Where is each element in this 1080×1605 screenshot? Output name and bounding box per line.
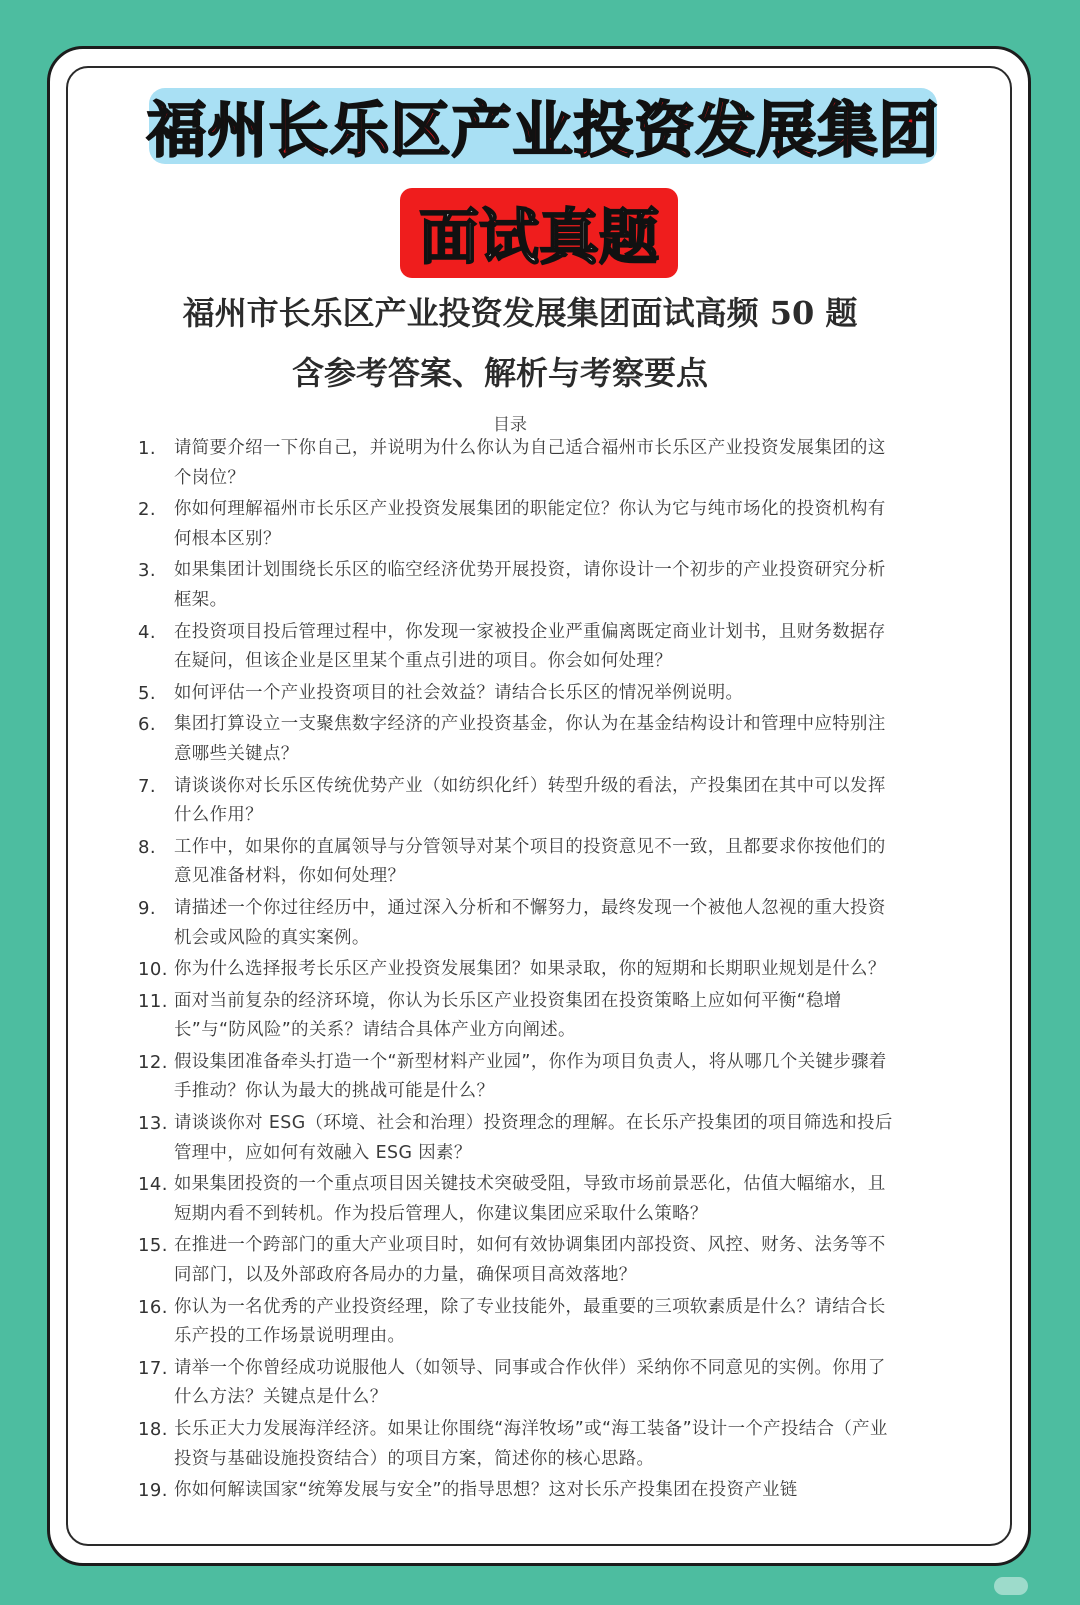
- question-text: 如果集团计划围绕长乐区的临空经济优势开展投资，请你设计一个初步的产业投资研究分析框架。: [174, 560, 886, 610]
- question-item: [138, 556, 898, 615]
- question-text: 假设集团准备牵头打造一个“新型材料产业园”，你作为项目负责人，将从哪几个关键步骤着手推动？你认为最大的挑战可能是什么？: [174, 1051, 887, 1102]
- question-text: 请谈谈你对长乐区传统优势产业（如纺织化纤）转型升级的看法，产投集团在其中可以发挥什么作用？: [174, 775, 886, 826]
- question-number: 2.: [138, 499, 156, 521]
- question-number: 13.: [138, 1113, 168, 1135]
- question-number: 18.: [138, 1419, 168, 1440]
- question-item: [138, 833, 898, 892]
- question-item: [138, 495, 898, 554]
- question-number: 3.: [138, 560, 156, 582]
- toc-label: 目录: [493, 415, 527, 435]
- question-number: 9.: [138, 897, 156, 919]
- question-item: [138, 1354, 898, 1413]
- badge-text: 面试真题: [419, 203, 659, 273]
- question-text: 长乐正大力发展海洋经济。如果让你围绕“海洋牧场”或“海工装备”设计一个产投结合（产业投资与基础设施投资结合）的项目方案，简述你的核心思路。: [174, 1419, 888, 1469]
- question-item: [138, 1231, 898, 1290]
- question-number: 6.: [138, 714, 156, 736]
- question-item: [138, 894, 898, 953]
- question-text: 你如何解读国家“统筹发展与安全”的指导思想？这对长乐产投集团在投资产业链: [174, 1480, 798, 1501]
- question-text: 请举一个你曾经成功说服他人（如领导、同事或合作伙伴）采纳你不同意见的实例。你用了什么方法？关键点是什么？: [174, 1357, 886, 1408]
- question-text: 工作中，如果你的直属领导与分管领导对某个项目的投资意见不一致，且都要求你按他们的意见准备材料，你如何处理？: [174, 836, 886, 887]
- question-text: 你如何理解福州市长乐区产业投资发展集团的职能定位？你认为它与纯市场化的投资机构有何根本区别？: [174, 499, 886, 549]
- question-item: [138, 710, 898, 769]
- question-number: 16.: [138, 1296, 168, 1318]
- question-item: [138, 679, 898, 709]
- document-title: 福州市长乐区产业投资发展集团面试高频 50 题: [182, 294, 858, 332]
- question-item: [138, 1415, 898, 1474]
- question-item: [138, 1293, 898, 1352]
- question-text: 请简要介绍一下你自己，并说明为什么你认为自己适合福州市长乐区产业投资发展集团的这个岗位？: [174, 438, 886, 488]
- question-item: [138, 955, 898, 985]
- question-item: [138, 1170, 898, 1229]
- question-number: 14.: [138, 1174, 168, 1196]
- question-item: [138, 987, 898, 1046]
- question-item: [138, 1476, 898, 1506]
- question-text: 集团打算设立一支聚焦数字经济的产业投资基金，你认为在基金结构设计和管理中应特别注意哪些关键点？: [174, 714, 886, 764]
- question-number: 17.: [138, 1357, 168, 1379]
- question-item: [138, 1109, 898, 1168]
- question-text: 如果集团投资的一个重点项目因关键技术突破受阻，导致市场前景恶化，估值大幅缩水，且短期内看不到转机。作为投后管理人，你建议集团应采取什么策略？: [174, 1174, 886, 1224]
- question-text: 在投资项目投后管理过程中，你发现一家被投企业严重偏离既定商业计划书，且财务数据存在疑问，但该企业是区里某个重点引进的项目。你会如何处理？: [174, 621, 886, 672]
- question-number: 8.: [138, 836, 156, 858]
- question-number: 15.: [138, 1235, 168, 1257]
- question-number: 5.: [138, 682, 156, 704]
- question-number: 1.: [138, 438, 156, 459]
- question-text: 你认为一名优秀的产业投资经理，除了专业技能外，最重要的三项软素质是什么？请结合长乐产投的工作场景说明理由。: [174, 1296, 886, 1347]
- question-text: 你为什么选择报考长乐区产业投资发展集团？如果录取，你的短期和长期职业规划是什么？: [174, 959, 886, 980]
- question-number: 10.: [138, 959, 168, 981]
- banner-title: 福州长乐区产业投资发展集团: [146, 96, 940, 166]
- question-text: 请谈谈你对 ESG（环境、社会和治理）投资理念的理解。在长乐产投集团的项目筛选和投后管理中，应如何有效融入 ESG 因素？: [174, 1113, 893, 1163]
- document-subtitle: 含参考答案、解析与考察要点: [291, 354, 708, 392]
- question-item: [138, 1048, 898, 1107]
- question-number: 12.: [138, 1051, 168, 1073]
- question-text: 如何评估一个产业投资项目的社会效益？请结合长乐区的情况举例说明。: [174, 682, 744, 703]
- question-text: 在推进一个跨部门的重大产业项目时，如何有效协调集团内部投资、风控、财务、法务等不同部门，以及外部政府各局办的力量，确保项目高效落地？: [174, 1235, 886, 1286]
- title-banner: [146, 88, 940, 166]
- question-number: 4.: [138, 621, 156, 643]
- question-item: [138, 618, 898, 677]
- question-text: 面对当前复杂的经济环境，你认为长乐区产业投资集团在投资策略上应如何平衡“稳增长”与“防风险”的关系？请结合具体产业方向阐述。: [174, 990, 842, 1041]
- question-number: 11.: [138, 990, 168, 1012]
- watermark-logo: [994, 1577, 1028, 1595]
- question-item: [138, 772, 898, 831]
- question-number: 7.: [138, 775, 156, 797]
- question-item: [138, 434, 898, 493]
- question-number: 19.: [138, 1480, 168, 1502]
- question-text: 请描述一个你过往经历中，通过深入分析和不懈努力，最终发现一个被他人忽视的重大投资机会或风险的真实案例。: [174, 897, 886, 948]
- subtitle-badge: [400, 188, 678, 278]
- question-list: [138, 434, 898, 1508]
